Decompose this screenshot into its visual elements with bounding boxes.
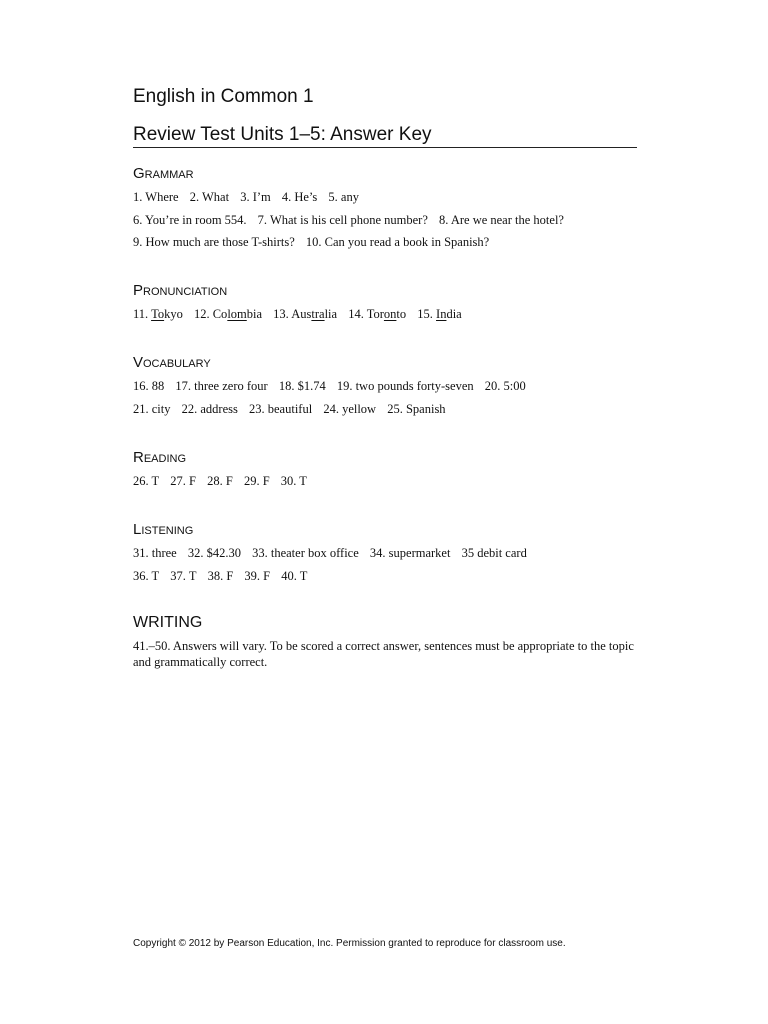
answer-28: 28. F: [207, 474, 233, 488]
title-divider: [133, 147, 637, 148]
stressed-syllable: lom: [227, 307, 247, 321]
answer-34: 34. supermarket: [369, 546, 451, 560]
answer-40: 40. T: [281, 568, 308, 583]
answer-17: 17. three zero four: [175, 379, 268, 393]
vocabulary-heading: Vocabulary: [133, 354, 211, 371]
writing-answer-note: 41.–50. Answers will vary. To be scored a correct answer, sentences must be appropriate to the topic and grammatically correct.: [133, 639, 634, 669]
stressed-syllable: In: [436, 307, 447, 321]
answer-7: 7. What is his cell phone number?: [257, 212, 428, 227]
pronunciation-section: [133, 282, 643, 329]
answer-4: 4. He’s: [281, 190, 318, 204]
answer-21: 21. city: [133, 401, 171, 416]
writing-heading: WRITING: [133, 614, 203, 631]
answer-18: 18. $1.74: [278, 379, 326, 393]
pronunciation-answers-line-1: [133, 306, 643, 322]
listening-heading: Listening: [133, 521, 194, 538]
listening-answers-line-2: [133, 568, 643, 584]
grammar-heading: Grammar: [133, 165, 194, 182]
answer-35: 35 debit card: [461, 546, 527, 560]
reading-section: [133, 449, 643, 496]
answer-23: 23. beautiful: [249, 401, 313, 416]
stressed-syllable: tra: [311, 307, 325, 321]
answer-12: 12. Colombia: [193, 307, 263, 321]
answer-11: 11. Tokyo: [133, 307, 183, 321]
answer-24: 24. yellow: [323, 401, 377, 416]
writing-section: [133, 614, 643, 670]
answer-25: 25. Spanish: [387, 401, 446, 416]
pronunciation-heading: Pronunciation: [133, 282, 228, 299]
copyright-notice: Copyright © 2012 by Pearson Education, Inc. Permission granted to reproduce for classroom use.: [133, 938, 566, 949]
answer-13: 13. Australia: [273, 307, 338, 321]
answer-10: 10. Can you read a book in Spanish?: [305, 235, 490, 249]
answer-9: 9. How much are those T-shirts?: [133, 235, 295, 249]
answer-27: 27. F: [170, 474, 196, 488]
answer-19: 19. two pounds forty-seven: [336, 379, 474, 393]
answer-6: 6. You’re in room 554.: [133, 212, 247, 227]
stressed-syllable: on: [383, 307, 397, 321]
document-title: English in Common 1: [133, 86, 314, 107]
vocabulary-section: [133, 354, 643, 423]
answer-29: 29. F: [243, 474, 270, 488]
answer-33: 33. theater box office: [252, 546, 359, 560]
answer-8: 8. Are we near the hotel?: [439, 212, 564, 227]
listening-answers-line-1: [133, 545, 643, 561]
answer-14: 14. Toronto: [348, 307, 407, 321]
answer-37: 37. T: [170, 568, 197, 583]
answer-15: 15. India: [417, 307, 462, 321]
answer-38: 38. F: [207, 568, 234, 583]
reading-heading: Reading: [133, 449, 187, 466]
grammar-answers-line-2: [133, 212, 643, 228]
vocabulary-answers-line-2: [133, 401, 643, 417]
answer-3: 3. I’m: [240, 190, 271, 204]
grammar-section: [133, 165, 643, 257]
answer-1: 1. Where: [133, 190, 179, 204]
answer-22: 22. address: [181, 401, 238, 416]
answer-20: 20. 5:00: [484, 379, 526, 393]
answer-36: 36. T: [133, 568, 160, 583]
answer-32: 32. $42.30: [187, 546, 241, 560]
reading-answers-line-1: [133, 473, 643, 489]
answer-2: 2. What: [189, 190, 230, 204]
answer-30: 30. T: [280, 474, 307, 488]
listening-section: [133, 521, 643, 590]
answer-26: 26. T: [133, 474, 160, 488]
grammar-answers-line-3: [133, 234, 643, 250]
answer-5: 5. any: [328, 190, 359, 204]
answer-39: 39. F: [244, 568, 271, 583]
grammar-answers-line-1: [133, 189, 643, 205]
answer-31: 31. three: [133, 546, 177, 560]
answer-16: 16. 88: [133, 379, 165, 393]
vocabulary-answers-line-1: [133, 378, 643, 394]
document-subtitle: Review Test Units 1–5: Answer Key: [133, 124, 432, 145]
stressed-syllable: To: [151, 307, 165, 321]
